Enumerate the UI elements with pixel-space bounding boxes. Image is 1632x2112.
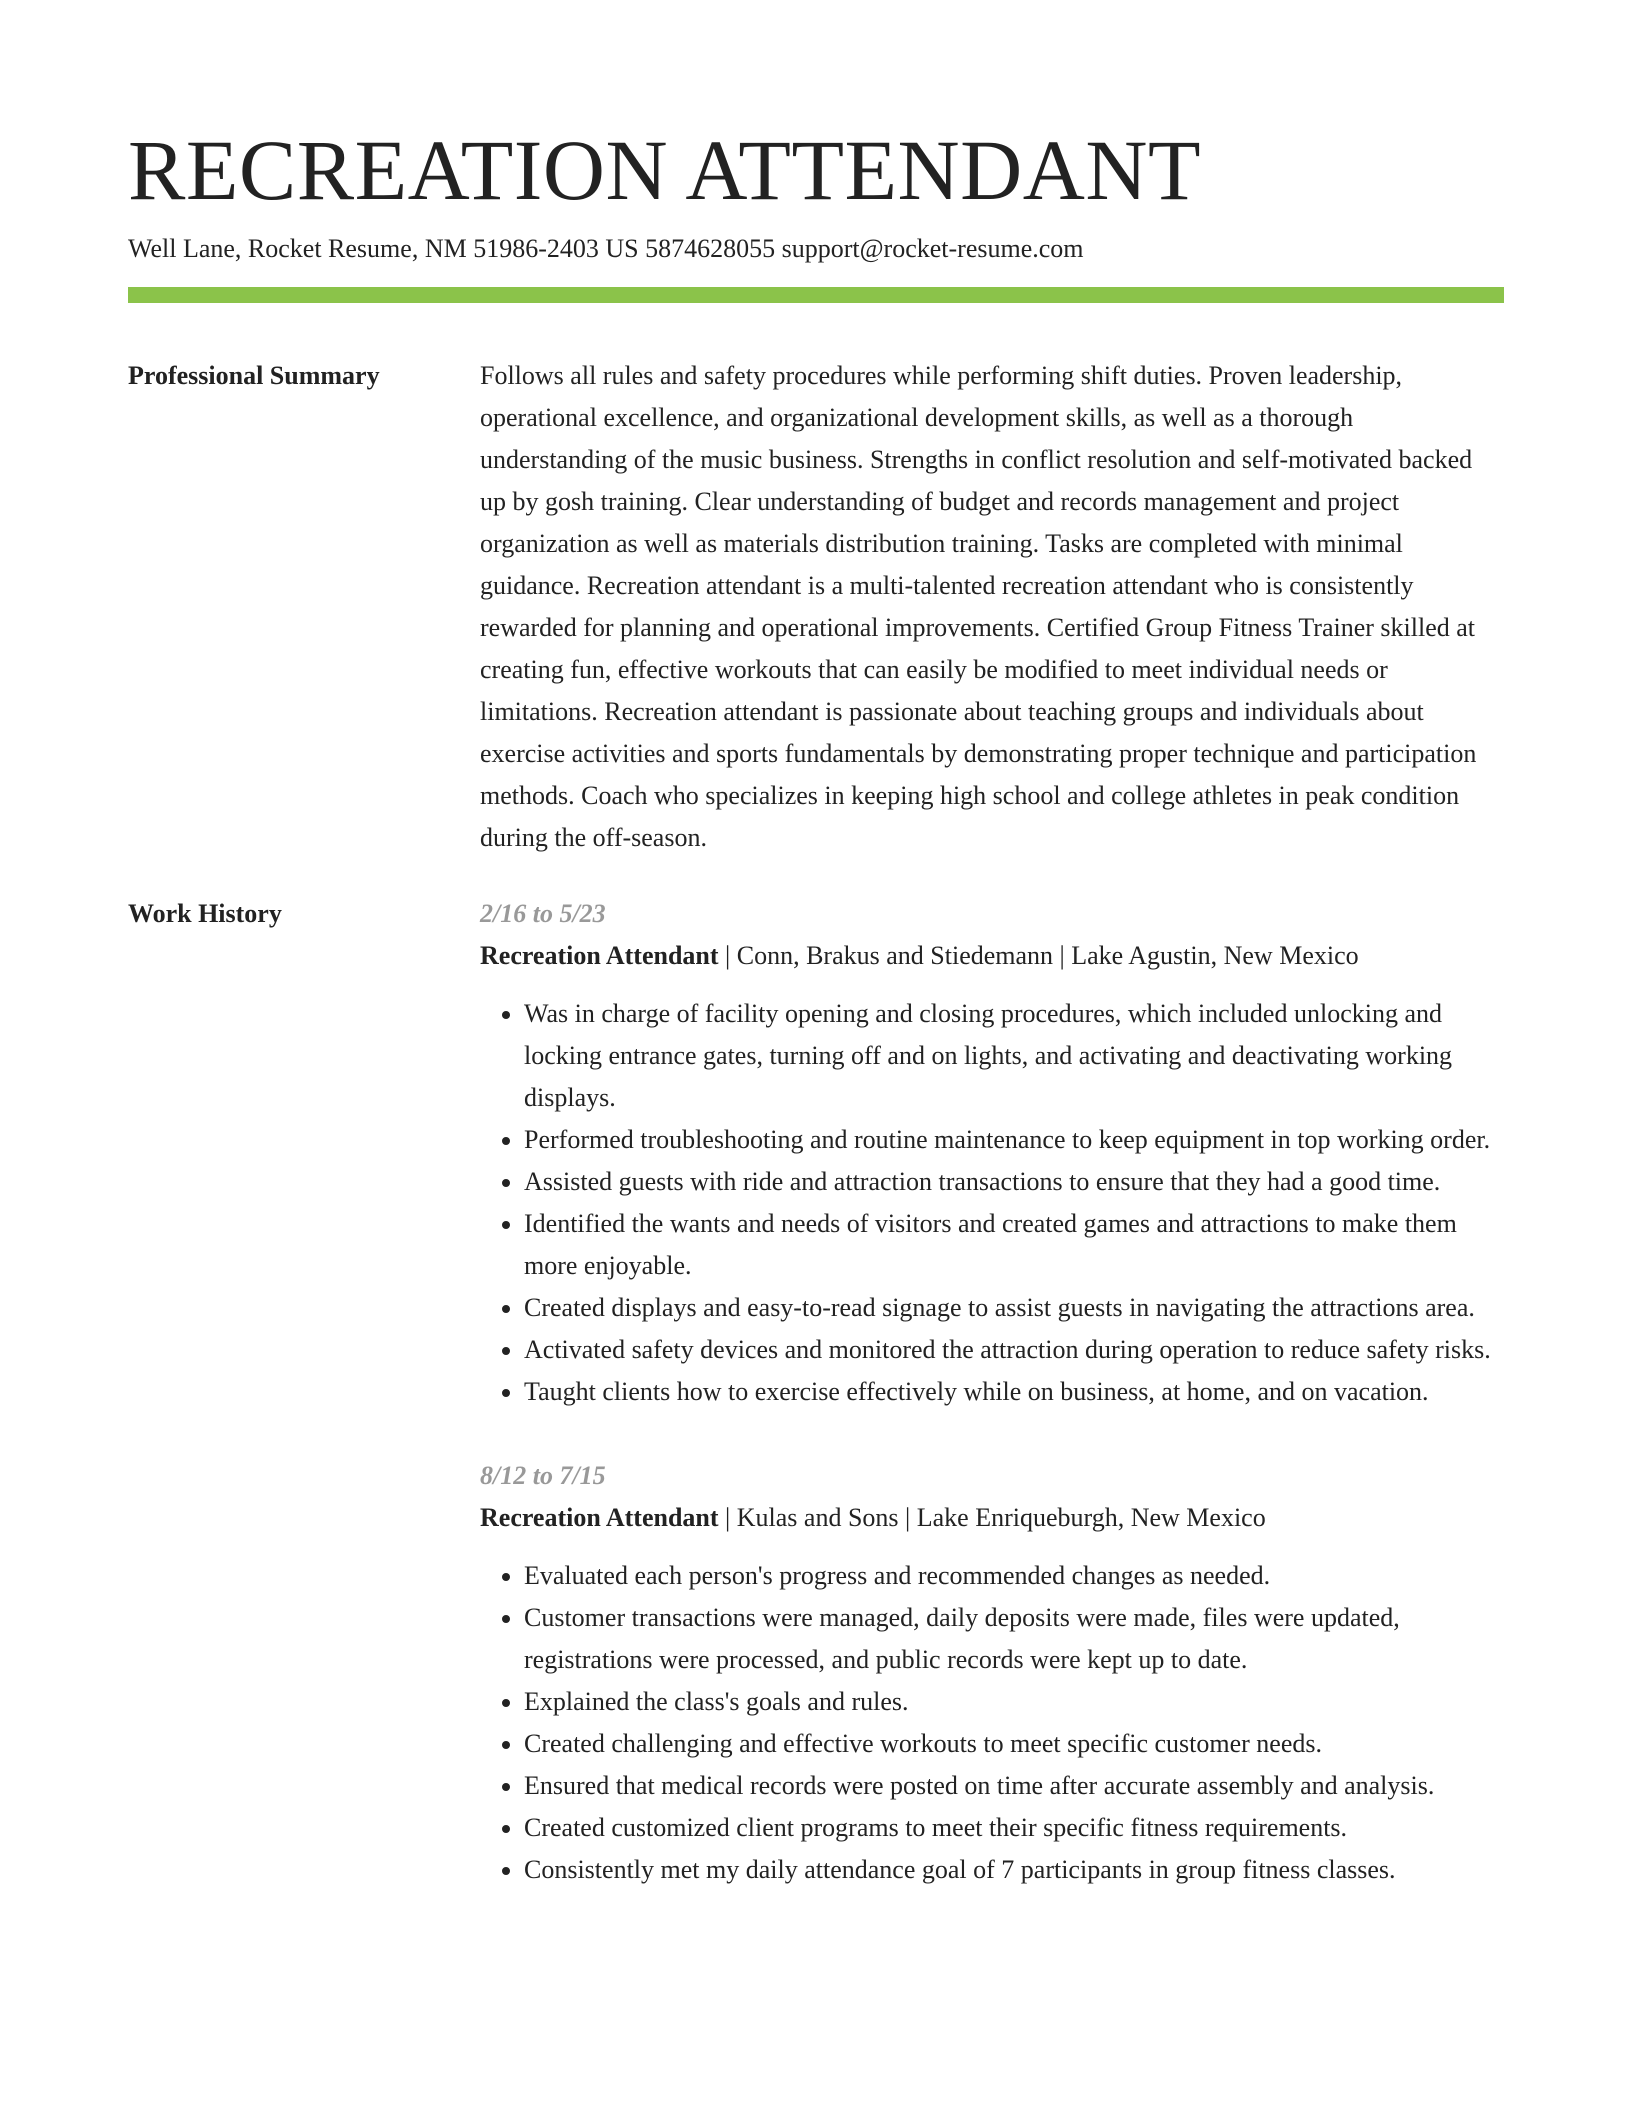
list-item: • Created customized client programs to meet their specific fitness requirements. — [524, 1807, 1504, 1849]
job-dates: 8/12 to 7/15 — [480, 1461, 606, 1490]
contact-info: Well Lane, Rocket Resume, NM 51986-2403 US 5874628055 support@rocket-resume.com — [128, 234, 1084, 263]
list-item: • Consistently met my daily attendance goal of 7 participants in group fitness classes. — [524, 1849, 1504, 1891]
list-item: • Explained the class's goals and rules. — [524, 1681, 1504, 1723]
job-title: Recreation Attendant — [480, 1503, 719, 1532]
list-item: • Was in charge of facility opening and closing procedures, which included unlocking and locking entrance gates, turning off and on lights, and activating and deactivating working displays. — [524, 993, 1504, 1119]
list-item: • Taught clients how to exercise effectively while on business, at home, and on vacation. — [524, 1371, 1504, 1413]
header-divider — [128, 287, 1504, 303]
professional-summary-section — [128, 355, 1504, 859]
list-item: • Assisted guests with ride and attraction transactions to ensure that they had a good time. — [524, 1161, 1504, 1203]
job-heading — [480, 935, 1504, 977]
summary-text: Follows all rules and safety procedures while performing shift duties. Proven leadership, operational excellence, and organizational development skills, as well as a thorough understanding of the music business. Strengths in conflict resolution and self-motivated backed up by gosh training. Clear understanding of budget and records management and project organization as well as materials distribution training. Tasks are completed with minimal guidance. Recreation attendant is a multi-talented recreation attendant who is consistently rewarded for planning and operational improvements. Certified Group Fitness Trainer skilled at creating fun, effective workouts that can easily be modified to meet individual needs or limitations. Recreation attendant is passionate about teaching groups and individuals about exercise activities and sports fundamentals by demonstrating proper technique and participation methods. Coach who specializes in keeping high school and college athletes in peak condition during the off-season. — [480, 361, 1477, 852]
job-list — [480, 893, 1504, 1933]
work-history-section — [128, 893, 1504, 1933]
list-item: • Created displays and easy-to-read signage to assist guests in navigating the attractions area. — [524, 1287, 1504, 1329]
job-entry — [480, 893, 1504, 1413]
list-item: • Activated safety devices and monitored the attraction during operation to reduce safety risks. — [524, 1329, 1504, 1371]
resume-page — [128, 120, 1504, 1933]
list-item: • Evaluated each person's progress and recommended changes as needed. — [524, 1555, 1504, 1597]
job-employer-location: | Kulas and Sons | Lake Enriqueburgh, New Mexico — [718, 1503, 1266, 1532]
job-dates: 2/16 to 5/23 — [480, 899, 606, 928]
list-item: • Performed troubleshooting and routine maintenance to keep equipment in top working order. — [524, 1119, 1504, 1161]
list-item: • Customer transactions were managed, daily deposits were made, files were updated, registrations were processed, and public records were kept up to date. — [524, 1597, 1504, 1681]
page-title: RECREATION ATTENDANT — [128, 122, 1201, 218]
list-item: • Ensured that medical records were posted on time after accurate assembly and analysis. — [524, 1765, 1504, 1807]
section-label: Work History — [128, 899, 282, 928]
job-employer-location: | Conn, Brakus and Stiedemann | Lake Agustin, New Mexico — [718, 941, 1359, 970]
section-body — [480, 355, 1504, 859]
job-heading — [480, 1497, 1504, 1539]
list-item: • Created challenging and effective workouts to meet specific customer needs. — [524, 1723, 1504, 1765]
section-label: Professional Summary — [128, 361, 380, 390]
job-title: Recreation Attendant — [480, 941, 719, 970]
job-bullet-list — [480, 993, 1504, 1413]
list-item: • Identified the wants and needs of visitors and created games and attractions to make them more enjoyable. — [524, 1203, 1504, 1287]
job-entry — [480, 1455, 1504, 1891]
job-bullet-list — [480, 1555, 1504, 1891]
